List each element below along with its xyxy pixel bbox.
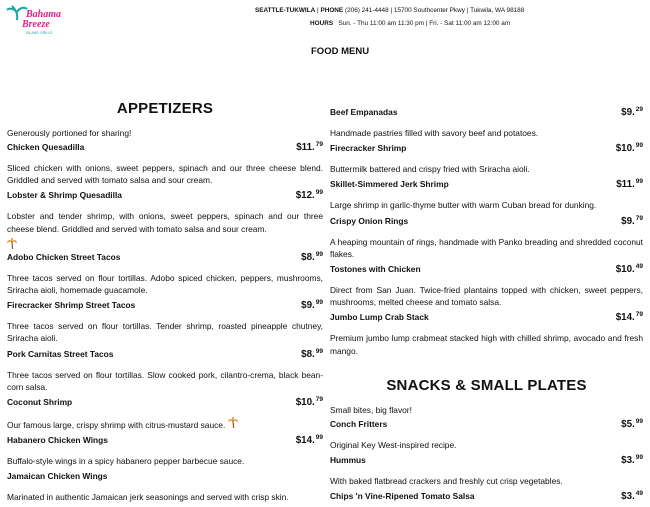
item-name: Skillet-Simmered Jerk Shrimp bbox=[330, 179, 449, 190]
item-description: Three tacos served on flour tortillas. Adobo spiced chicken, peppers, mushrooms, Sriracha aioli, homemade guacamole. bbox=[7, 272, 323, 296]
item-price: $11.79 bbox=[296, 141, 323, 153]
menu-item bbox=[330, 215, 643, 260]
menu-item bbox=[330, 490, 643, 502]
item-description: Sliced chicken with onions, sweet peppers, spinach and our three cheese blend. Griddled and served with tomato salsa and sour cream. bbox=[7, 163, 323, 186]
right-menu-column bbox=[330, 106, 643, 505]
item-name: Lobster & Shrimp Quesadilla bbox=[7, 190, 122, 201]
item-name: Adobo Chicken Street Tacos bbox=[7, 251, 121, 262]
appetizers-intro: Generously portioned for sharing! bbox=[7, 128, 132, 138]
opening-hours-line: HOURS Sun. - Thu 11:00 am 11:30 pm | Fri. - Sat 11:00 am 12:00 am bbox=[310, 20, 511, 27]
menu-item bbox=[330, 418, 643, 451]
menu-item bbox=[330, 311, 643, 356]
item-name: Chips 'n Vine-Ripened Tomato Salsa bbox=[330, 491, 475, 502]
city-address: Tukwila, WA 98188 bbox=[470, 7, 525, 14]
item-price: $3.99 bbox=[621, 454, 643, 467]
hours-sun-thu: Sun. - Thu 11:00 am 11:30 pm bbox=[338, 20, 425, 27]
item-name: Hummus bbox=[330, 455, 366, 466]
location-name: SEATTLE-TUKWILA bbox=[255, 7, 316, 14]
page-title: FOOD MENU bbox=[311, 46, 370, 57]
menu-item bbox=[7, 470, 323, 503]
appetizers-heading: APPETIZERS bbox=[116, 100, 214, 117]
item-price bbox=[322, 470, 323, 482]
menu-item bbox=[7, 189, 323, 234]
item-description: A heaping mountain of rings, handmade with Panko breading and shredded coconut flakes. bbox=[330, 236, 643, 259]
left-menu-column bbox=[7, 96, 323, 507]
snacks-intro: Small bites, big flavor! bbox=[330, 404, 412, 415]
item-price: $8.99 bbox=[301, 347, 323, 360]
item-description: Buttermilk battered and crispy fried with Sriracha aioli. bbox=[330, 164, 530, 175]
item-description: Direct from San Juan. Twice-fried plantains topped with chicken, sweet peppers, mushrooms, melted cheese and tomato salsa. bbox=[330, 285, 643, 308]
svg-text:ISLAND GRILLE: ISLAND GRILLE bbox=[26, 31, 53, 35]
menu-item bbox=[7, 299, 323, 344]
menu-item bbox=[7, 141, 323, 186]
item-name: Beef Empanadas bbox=[330, 107, 398, 117]
item-description: Three tacos served on flour tortillas. Slow cooked pork, cilantro-crema, black bean-corn salsa. bbox=[7, 369, 323, 392]
item-price: $11.99 bbox=[616, 178, 643, 191]
item-price: $10.49 bbox=[615, 263, 643, 276]
palm-tree-icon bbox=[7, 238, 17, 249]
item-description: Three tacos served on flour tortillas. Tender shrimp, roasted pineapple chutney, Sriracha aioli. bbox=[7, 321, 323, 344]
street-address: 15700 Southcenter Pkwy bbox=[393, 7, 465, 14]
menu-item bbox=[330, 106, 643, 139]
item-price: $3.49 bbox=[621, 490, 643, 503]
item-name: Tostones with Chicken bbox=[330, 264, 421, 275]
item-name: Jamaican Chicken Wings bbox=[7, 471, 108, 482]
item-price: $9.29 bbox=[621, 106, 643, 118]
item-price: $14.99 bbox=[295, 434, 323, 447]
menu-item bbox=[330, 263, 643, 308]
menu-item bbox=[330, 178, 643, 211]
item-name: Pork Carnitas Street Tacos bbox=[7, 348, 114, 359]
item-price: $12.99 bbox=[295, 189, 323, 202]
item-description: Lobster and tender shrimp, with onions, sweet peppers, spinach and our three cheese blend. Griddled and served with tomato salsa and sour cream. bbox=[7, 211, 323, 234]
snacks-heading: SNACKS & SMALL PLATES bbox=[386, 376, 587, 394]
phone-label: PHONE bbox=[320, 7, 344, 14]
item-price: $9.99 bbox=[301, 299, 323, 312]
item-price: $10.79 bbox=[295, 396, 323, 409]
menu-item bbox=[7, 348, 323, 393]
bahama-breeze-logo bbox=[4, 4, 64, 42]
item-description: Our famous large, crispy shrimp with citrus-mustard sauce. bbox=[7, 417, 323, 431]
phone-number: (206) 241-4448 bbox=[344, 7, 389, 14]
svg-text:Breeze: Breeze bbox=[22, 19, 50, 30]
hours-fri-sat: Fri. - Sat 11:00 am 12:00 am bbox=[429, 20, 511, 27]
menu-item bbox=[7, 434, 323, 467]
item-description: Handmade pastries filled with savory beef and potatoes. bbox=[330, 128, 539, 138]
menu-item bbox=[330, 142, 643, 175]
menu-item bbox=[7, 238, 323, 296]
item-price: $10.99 bbox=[615, 142, 643, 155]
item-name: Coconut Shrimp bbox=[7, 397, 73, 408]
restaurant-contact-line: SEATTLE-TUKWILA | PHONE (206) 241-4448 | 15700 Southcenter Pkwy | Tukwila, WA 98188 bbox=[255, 7, 525, 14]
item-description: Premium jumbo lump crabmeat stacked high with chilled shrimp, avocado and fresh mango. bbox=[330, 333, 643, 356]
item-description: Original Key West-inspired recipe. bbox=[330, 439, 457, 450]
item-price: $9.79 bbox=[621, 214, 643, 227]
menu-item bbox=[330, 454, 643, 487]
item-name: Jumbo Lump Crab Stack bbox=[330, 312, 429, 323]
item-description: Buffalo-style wings in a spicy habanero pepper barbecue sauce. bbox=[7, 456, 245, 467]
item-name: Habanero Chicken Wings bbox=[7, 435, 108, 446]
item-name: Conch Fritters bbox=[330, 418, 388, 429]
item-price: $8.99 bbox=[301, 250, 323, 263]
palm-tree-icon bbox=[228, 417, 238, 428]
item-name: Crispy Onion Rings bbox=[330, 215, 409, 226]
svg-text:Bahama: Bahama bbox=[26, 9, 62, 20]
menu-item bbox=[7, 396, 323, 431]
palm-leaf-icon bbox=[7, 6, 27, 20]
item-description: Marinated in authentic Jamaican jerk seasonings and served with crisp skin. bbox=[7, 492, 289, 503]
item-description: Large shrimp in garlic-thyme butter with warm Cuban bread for dunking. bbox=[330, 200, 597, 211]
item-name: Chicken Quesadilla bbox=[7, 142, 85, 152]
item-name: Firecracker Shrimp bbox=[330, 143, 407, 154]
hours-label: HOURS bbox=[310, 20, 334, 27]
item-price: $14.79 bbox=[615, 311, 643, 324]
item-name: Firecracker Shrimp Street Tacos bbox=[7, 300, 136, 311]
item-price: $5.99 bbox=[621, 417, 643, 430]
item-description: With baked flatbread crackers and freshly cut crisp vegetables. bbox=[330, 476, 563, 487]
